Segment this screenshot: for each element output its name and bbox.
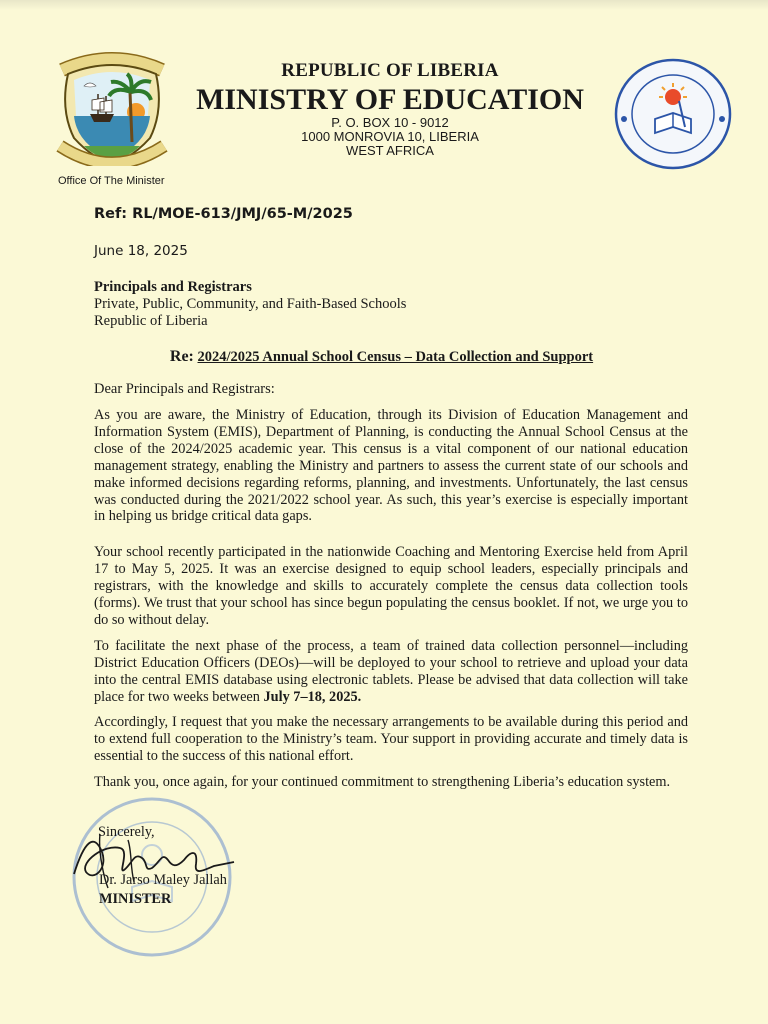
paragraph-3-text: To facilitate the next phase of the process, a team of trained data collection personnel—including District Education Officers (DEOs)—will be deployed to your school to retrieve and upload your data into the central EMIS database using electronic tablets. Please be advised that data collection will take place for two weeks between <box>94 638 688 705</box>
subject-prefix: Re: <box>169 348 194 365</box>
address-line-1: P. O. BOX 10 - 9012 <box>331 115 449 130</box>
signatory-name: Dr. Jarso Maley Jallah <box>99 872 227 888</box>
paragraph-1: As you are aware, the Ministry of Education, through its Division of Education Management and Information System (EMIS), Department of Planning, is conducting the Annual School Census at the close of the 2024/2025 academic year. This census is a vital component of our national education management strategy, enabling the Ministry and partners to assess the current state of our schools and make informed decisions regarding reforms, planning, and investments. Unfortunately, the last census was conducted during the 2021/2022 school year. As such, this year’s exercise is especially important in helping us bridge critical data gaps. <box>94 407 688 525</box>
reference-number: Ref: RL/MOE-613/JMJ/65-M/2025 <box>94 206 353 222</box>
page-edge <box>0 0 768 10</box>
paragraph-4: Accordingly, I request that you make the necessary arrangements to be available during this period and to extend full cooperation to the Ministry’s team. Your support in providing accurate and timely data is essential to the success of this national effort. <box>94 714 688 764</box>
paragraph-3 <box>94 638 688 706</box>
signatory-title: MINISTER <box>99 891 172 907</box>
letter-date: June 18, 2025 <box>94 243 188 259</box>
address-line-3: WEST AFRICA <box>346 143 434 158</box>
office-of-minister: Office Of The Minister <box>58 175 165 187</box>
addressee-line-3: Republic of Liberia <box>94 313 208 329</box>
addressee-block <box>94 279 406 330</box>
letterhead <box>180 60 600 158</box>
paragraph-2: Your school recently participated in the nationwide Coaching and Mentoring Exercise held from April 17 to May 5, 2025. It was an exercise designed to equip school leaders, especially principals and registrars, with the knowledge and skills to accurately complete the census data collection tools (forms). We trust that your school has since begun populating the census booklet. If not, we urge you to do so without delay. <box>94 544 688 628</box>
addressee-title: Principals and Registrars <box>94 279 252 295</box>
coat-of-arms-icon <box>54 50 170 166</box>
paragraph-5: Thank you, once again, for your continued commitment to strengthening Liberia’s education system. <box>94 774 671 790</box>
closing: Sincerely, <box>98 824 155 840</box>
country-name: REPUBLIC OF LIBERIA <box>281 60 499 81</box>
addressee-line-2: Private, Public, Community, and Faith-Based Schools <box>94 296 407 312</box>
ministry-seal-icon <box>613 57 733 171</box>
subject-line <box>94 348 669 366</box>
address-line-2: 1000 MONROVIA 10, LIBERIA <box>301 129 479 144</box>
collection-dates: July 7–18, 2025. <box>263 688 362 705</box>
ministry-name: MINISTRY OF EDUCATION <box>196 83 584 116</box>
salutation: Dear Principals and Registrars: <box>94 381 275 397</box>
subject-text: 2024/2025 Annual School Census – Data Collection and Support <box>197 349 594 365</box>
